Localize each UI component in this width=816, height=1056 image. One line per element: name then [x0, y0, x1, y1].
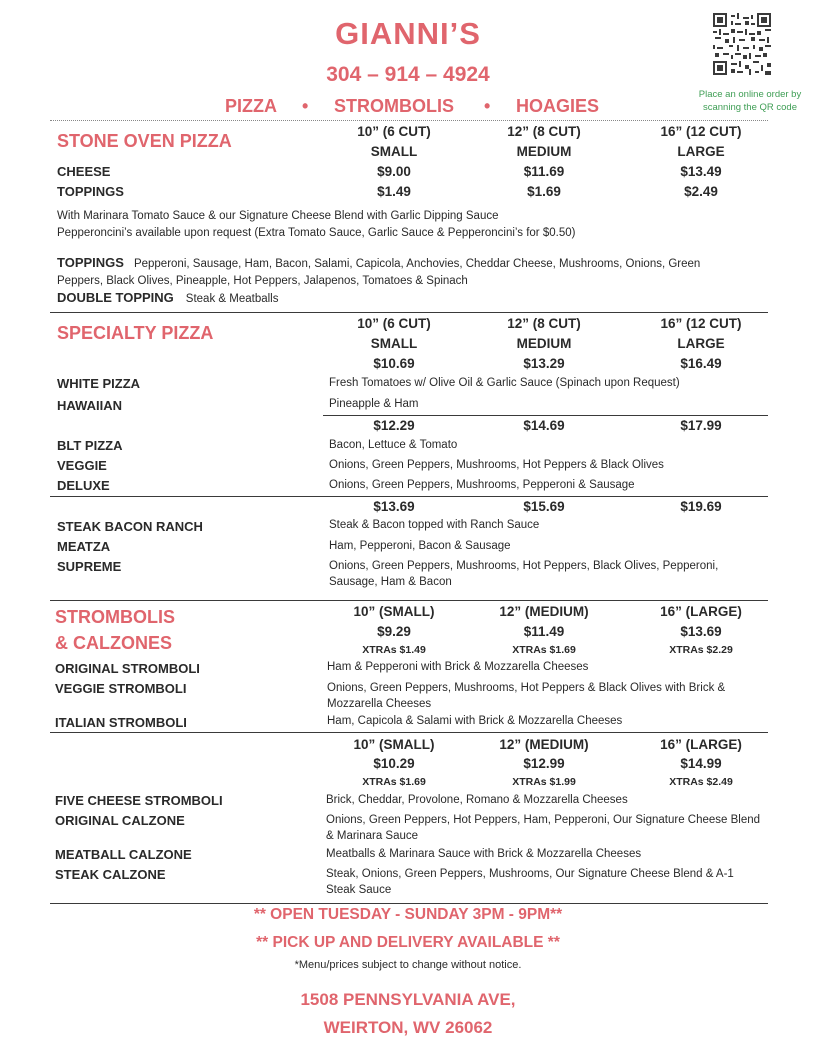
menu-item-italian-stromboli: ITALIAN STROMBOLI — [55, 715, 187, 730]
price-group3-medium: $15.69 — [523, 499, 565, 514]
menu-item-original-stromboli: ORIGINAL STROMBOLI — [55, 661, 200, 676]
menu-item-steak-calzone: STEAK CALZONE — [55, 867, 166, 882]
price-group2-small: $12.29 — [373, 418, 415, 433]
menu-item-desc: Meatballs & Marinara Sauce with Brick & Mozzarella Cheeses — [326, 848, 642, 860]
group-divider — [50, 732, 768, 733]
qr-note-line1: Place an online order by — [698, 89, 802, 100]
menu-item-desc: Fresh Tomatoes w/ Olive Oil & Garlic Sauce (Spinach upon Request) — [329, 377, 680, 389]
menu-item-desc: Onions, Green Peppers, Mushrooms, Hot Peppers, Black Olives, Pepperoni, Sausage, Ham & Bacon — [329, 560, 719, 588]
price-cheese-small: $9.00 — [377, 164, 411, 179]
menu-item-desc: Onions, Green Peppers, Hot Peppers, Ham, Pepperoni, Our Signature Cheese Blend & Marinara Sauce — [326, 814, 761, 842]
price-group1-large: $16.49 — [680, 356, 722, 371]
size-header-large: 16” (LARGE) — [660, 604, 742, 619]
menu-item-desc: Brick, Cheddar, Provolone, Romano & Mozzarella Cheeses — [326, 794, 628, 806]
qr-note-line2: scanning the QR code — [702, 102, 797, 113]
section-title-strombolis: STROMBOLIS — [55, 607, 175, 627]
tagline-hoagies: HOAGIES — [516, 96, 600, 116]
xtras-stromboli-small: XTRAs $1.49 — [362, 644, 426, 656]
header-divider — [50, 120, 768, 121]
size-header-small: 10” (SMALL) — [353, 737, 435, 752]
section-title-stone-oven-pizza: STONE OVEN PIZZA — [57, 131, 232, 151]
tagline-strombolis: STROMBOLIS — [334, 96, 454, 116]
price-group1-medium: $13.29 — [523, 356, 565, 371]
menu-item-steak-bacon-ranch: STEAK BACON RANCH — [57, 519, 203, 534]
menu-item-white-pizza: WHITE PIZZA — [57, 376, 141, 391]
menu-item-desc: Ham & Pepperoni with Brick & Mozzarella Cheeses — [327, 661, 589, 673]
menu-item-desc: Steak & Bacon topped with Ranch Sauce — [329, 519, 540, 531]
price-group1-small: $10.69 — [373, 356, 415, 371]
double-topping-label: DOUBLE TOPPING — [57, 290, 174, 305]
toppings-line2: Peppers, Black Olives, Pineapple, Hot Peppers, Jalapenos, Tomatoes & Spinach — [57, 275, 468, 287]
tagline-pizza: PIZZA — [225, 96, 277, 116]
address-line2: WEIRTON, WV 26062 — [323, 1018, 493, 1037]
menu-item-desc: Onions, Green Peppers, Mushrooms, Hot Peppers & Black Olives — [329, 459, 664, 471]
size-header-small: SMALL — [370, 336, 418, 351]
price-toppings-small: $1.49 — [377, 184, 411, 199]
size-header-medium-cut: 12” (8 CUT) — [507, 124, 581, 139]
restaurant-name: GIANNI’S — [335, 16, 481, 51]
double-topping-row — [57, 290, 278, 305]
qr-code-icon[interactable] — [713, 13, 771, 75]
menu-item-veggie: VEGGIE — [57, 458, 107, 473]
price-cheese-large: $13.49 — [680, 164, 722, 179]
size-header-large: 16” (LARGE) — [660, 737, 742, 752]
section-title-specialty-pizza: SPECIALTY PIZZA — [57, 323, 214, 343]
size-header-small: SMALL — [370, 144, 418, 159]
size-header-small: 10” (SMALL) — [353, 604, 435, 619]
section-divider — [50, 312, 768, 313]
size-header-small-cut: 10” (6 CUT) — [357, 124, 431, 139]
size-header-large: LARGE — [677, 336, 725, 351]
double-topping-text: Steak & Meatballs — [185, 293, 279, 305]
menu-item-toppings: TOPPINGS — [57, 184, 124, 199]
menu-item-desc: Pineapple & Ham — [329, 398, 419, 410]
group-divider — [323, 415, 768, 416]
size-header-medium: MEDIUM — [516, 336, 572, 351]
menu-item-hawaiian: HAWAIIAN — [57, 398, 122, 413]
menu-item-meatball-calzone: MEATBALL CALZONE — [55, 847, 192, 862]
size-header-large-cut: 16” (12 CUT) — [660, 124, 742, 139]
menu-item-five-cheese-stromboli: FIVE CHEESE STROMBOLI — [55, 793, 223, 808]
menu-item-original-calzone: ORIGINAL CALZONE — [55, 813, 185, 828]
section-divider — [50, 903, 768, 904]
xtras-calzone-small: XTRAs $1.69 — [362, 776, 426, 788]
menu-item-desc: Bacon, Lettuce & Tomato — [329, 439, 458, 451]
menu-item-meatza: MEATZA — [57, 539, 111, 554]
menu-item-veggie-stromboli: VEGGIE STROMBOLI — [55, 681, 187, 696]
size-header-small-cut: 10” (6 CUT) — [357, 316, 431, 331]
price-group2-medium: $14.69 — [523, 418, 565, 433]
size-header-large: LARGE — [677, 144, 725, 159]
price-toppings-large: $2.49 — [684, 184, 718, 199]
size-header-medium: MEDIUM — [516, 144, 572, 159]
price-calzone-small: $10.29 — [373, 756, 415, 771]
price-stromboli-small: $9.29 — [377, 624, 411, 639]
price-cheese-medium: $11.69 — [523, 164, 565, 179]
menu-item-supreme: SUPREME — [57, 559, 122, 574]
section-divider — [50, 600, 768, 601]
toppings-label: TOPPINGS — [57, 255, 124, 270]
toppings-list — [57, 254, 767, 290]
xtras-calzone-large: XTRAs $2.49 — [669, 776, 733, 788]
stone-oven-note-sauce: With Marinara Tomato Sauce & our Signature Cheese Blend with Garlic Dipping Sauce — [57, 210, 499, 222]
service-banner: ** PICK UP AND DELIVERY AVAILABLE ** — [256, 934, 560, 951]
disclaimer: *Menu/prices subject to change without notice. — [294, 959, 522, 971]
stone-oven-note-pepperoncini: Pepperoncini’s available upon request (Extra Tomato Sauce, Garlic Sauce & Pepperoncini’s for $0.50) — [57, 227, 576, 239]
menu-item-desc: Onions, Green Peppers, Mushrooms, Hot Peppers & Black Olives with Brick & Mozzarella Cheeses — [327, 682, 726, 710]
size-header-medium: 12” (MEDIUM) — [499, 604, 589, 619]
hours-banner: ** OPEN TUESDAY - SUNDAY 3PM - 9PM** — [253, 906, 563, 923]
price-calzone-large: $14.99 — [680, 756, 722, 771]
size-header-medium-cut: 12” (8 CUT) — [507, 316, 581, 331]
price-group2-large: $17.99 — [680, 418, 722, 433]
qr-order-note — [684, 88, 816, 114]
toppings-line1: Pepperoni, Sausage, Ham, Bacon, Salami, Capicola, Anchovies, Cheddar Cheese, Mushrooms, Onions, Green — [133, 258, 701, 270]
address-line1: 1508 PENNSYLVANIA AVE, — [300, 990, 516, 1009]
price-toppings-medium: $1.69 — [527, 184, 561, 199]
xtras-stromboli-large: XTRAs $2.29 — [669, 644, 733, 656]
xtras-stromboli-medium: XTRAs $1.69 — [512, 644, 576, 656]
price-stromboli-large: $13.69 — [680, 624, 722, 639]
menu-item-desc: Ham, Pepperoni, Bacon & Sausage — [329, 540, 511, 552]
menu-item-desc: Ham, Capicola & Salami with Brick & Mozzarella Cheeses — [327, 715, 623, 727]
xtras-calzone-medium: XTRAs $1.99 — [512, 776, 576, 788]
section-title-calzones: & CALZONES — [55, 633, 172, 653]
group-divider — [50, 496, 768, 497]
menu-item-cheese: CHEESE — [57, 164, 111, 179]
price-calzone-medium: $12.99 — [523, 756, 565, 771]
menu-item-desc: Onions, Green Peppers, Mushrooms, Pepperoni & Sausage — [329, 479, 635, 491]
menu-item-deluxe: DELUXE — [57, 478, 110, 493]
tagline-dot: • — [484, 96, 491, 116]
menu-item-desc: Steak, Onions, Green Peppers, Mushrooms, Our Signature Cheese Blend & A-1 Steak Sauce — [326, 868, 734, 896]
phone-number[interactable]: 304 – 914 – 4924 — [326, 63, 490, 86]
price-group3-small: $13.69 — [373, 499, 415, 514]
size-header-large-cut: 16” (12 CUT) — [660, 316, 742, 331]
price-group3-large: $19.69 — [680, 499, 722, 514]
size-header-medium: 12” (MEDIUM) — [499, 737, 589, 752]
menu-item-blt-pizza: BLT PIZZA — [57, 438, 123, 453]
tagline-dot: • — [302, 96, 309, 116]
price-stromboli-medium: $11.49 — [523, 624, 565, 639]
